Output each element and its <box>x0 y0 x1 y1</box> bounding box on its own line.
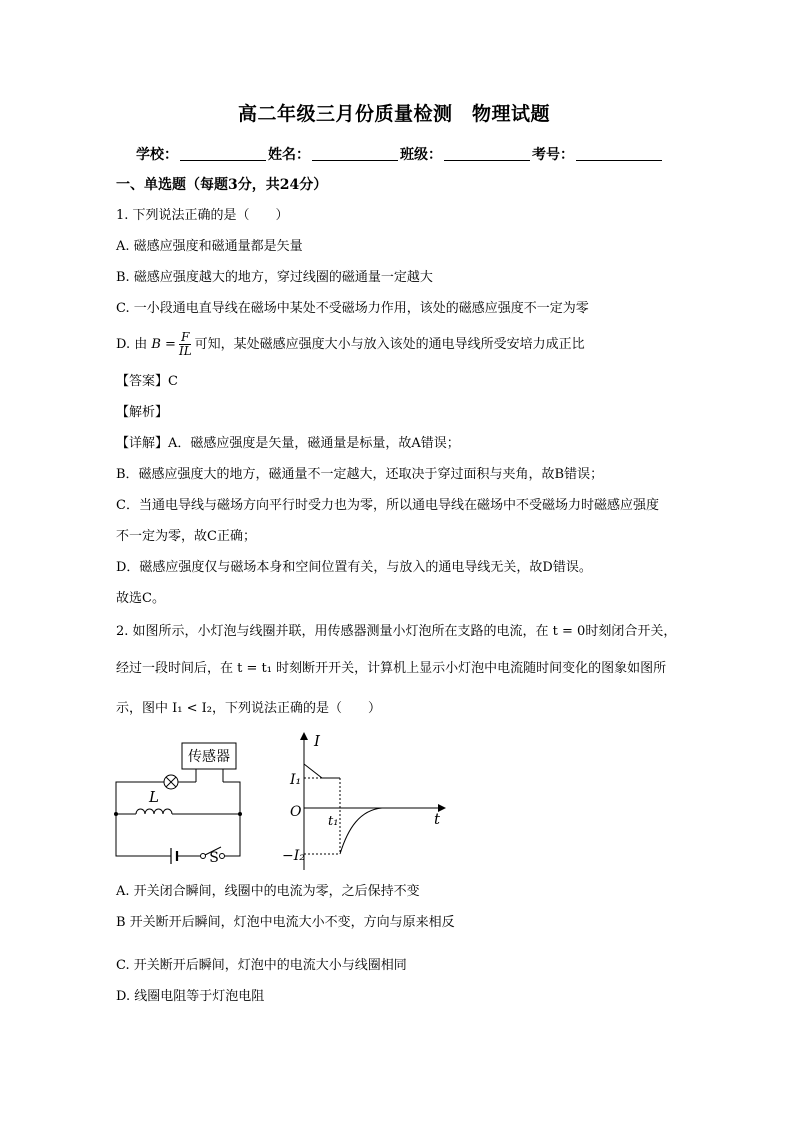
circuit-diagram <box>108 738 248 864</box>
q2-option-d: D. 线圈电阻等于灯泡电阻 <box>116 989 265 1004</box>
name-label: 姓名： <box>268 147 310 163</box>
q1-detail-5: D．磁感应强度仅与磁场本身和空间位置有关，与放入的通电导线无关，故D错误。 <box>116 560 592 575</box>
origin-label: O <box>290 804 302 820</box>
class-blank[interactable] <box>444 146 530 161</box>
section-heading: 一、单选题（每题3分，共24分） <box>116 177 328 193</box>
current-time-graph <box>278 728 448 874</box>
inductor-label: L <box>149 788 159 806</box>
name-blank[interactable] <box>312 146 398 161</box>
lamp-icon <box>164 775 178 789</box>
formula-denominator: IL <box>178 344 192 358</box>
neg-i2-label: −I₂ <box>282 848 305 864</box>
page-title: 高二年级三月份质量检测 物理试题 <box>238 103 551 125</box>
q1-option-a: A. 磁感应强度和磁通量都是矢量 <box>116 239 303 254</box>
formula-fraction <box>179 331 192 358</box>
q1-stem: 1. 下列说法正确的是（ ） <box>116 208 289 223</box>
q2-option-b: B 开关断开后瞬间，灯泡中电流大小不变，方向与原来相反 <box>116 915 455 930</box>
q2-stem-line-2: 经过一段时间后，在 t = t₁ 时刻断开开关，计算机上显示小灯泡中电流随时间变化的图象如图所 <box>116 661 667 676</box>
q1-d-suffix: 可知，某处磁感应强度大小与放入该处的通电导线所受安培力成正比 <box>194 337 585 352</box>
q1-option-b: B. 磁感应强度越大的地方，穿过线圈的磁通量一定越大 <box>116 270 433 285</box>
school-label: 学校： <box>136 147 178 163</box>
number-label: 考号： <box>532 147 574 163</box>
q1-detail-1: 【详解】A．磁感应强度是矢量，磁通量是标量，故A错误； <box>116 436 460 451</box>
current-curve-before <box>304 764 340 778</box>
battery-icon <box>171 848 177 864</box>
q2-stem-line-3: 示，图中 I₁ < I₂，下列说法正确的是（ ） <box>116 701 381 716</box>
school-blank[interactable] <box>180 146 266 161</box>
q2-stem-line-1: 2. 如图所示，小灯泡与线圈并联，用传感器测量小灯泡所在支路的电流，在 t = 0时刻闭合开关， <box>116 624 677 639</box>
x-axis-label: t <box>434 810 441 828</box>
y-axis-label: I <box>314 732 320 750</box>
sensor-label: 传感器 <box>188 749 230 765</box>
current-curve-after <box>340 808 382 854</box>
formula-numerator: F <box>181 330 190 344</box>
student-info-line <box>136 146 664 164</box>
t1-label: t₁ <box>328 814 339 829</box>
q1-option-c: C. 一小段通电直导线在磁场中某处不受磁场力作用，该处的磁感应强度不一定为零 <box>116 301 589 316</box>
inductor-icon <box>136 809 172 814</box>
q1-detail-3: C．当通电导线与磁场方向平行时受力也为零，所以通电导线在磁场中不受磁场力时磁感应强度 <box>116 498 659 513</box>
q2-option-a: A. 开关闭合瞬间，线圈中的电流为零，之后保持不变 <box>116 884 420 899</box>
q1-detail-4: 不一定为零，故C正确； <box>116 529 256 544</box>
q1-conclusion: 故选C。 <box>116 591 165 606</box>
q1-d-prefix: D. 由 <box>116 337 148 352</box>
i1-label: I₁ <box>290 772 302 788</box>
q1-analysis-label: 【解析】 <box>116 405 169 420</box>
class-label: 班级： <box>400 147 442 163</box>
switch-label: S <box>209 850 219 864</box>
q1-detail-2: B．磁感应强度大的地方，磁通量不一定越大，还取决于穿过面积与夹角，故B错误； <box>116 467 604 482</box>
q1-answer: 【答案】C <box>116 374 178 389</box>
q2-option-c: C. 开关断开后瞬间，灯泡中的电流大小与线圈相同 <box>116 958 407 973</box>
number-blank[interactable] <box>576 146 662 161</box>
q1-option-d <box>116 330 585 360</box>
formula-lhs: B = <box>151 337 176 352</box>
